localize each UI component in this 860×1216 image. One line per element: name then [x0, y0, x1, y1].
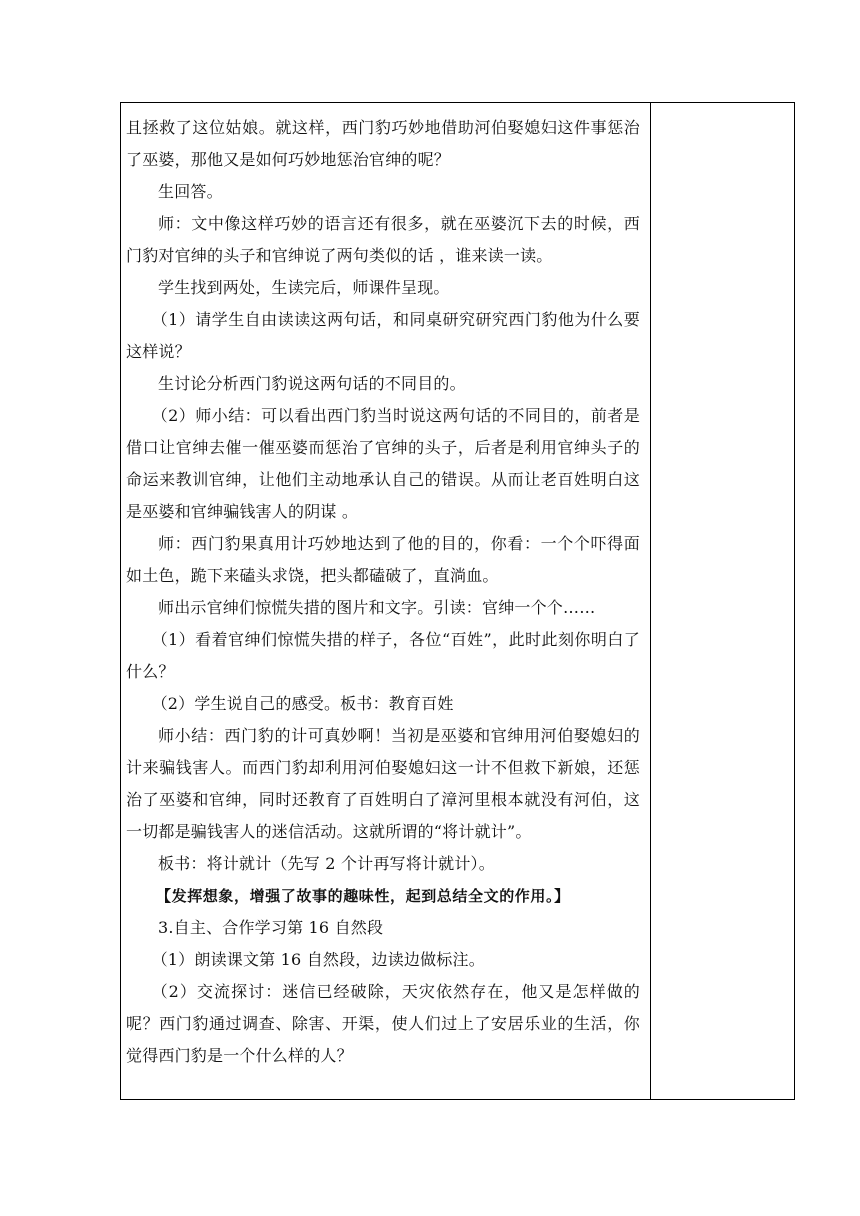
paragraph-intro: 且拯救了这位姑娘。就这样，西门豹巧妙地借助河伯娶媳妇这件事惩治了巫婆，那他又是如何巧妙地惩治官绅的呢？: [126, 118, 640, 169]
paragraph-teacher-summary: 师小结：西门豹的计可真妙啊！当初是巫婆和官绅用河伯娶媳妇的计来骗钱害人。而西门豹却利用河伯娶媳妇这一计不但救下新娘，还惩治了巫婆和官绅，同时还教育了百姓明白了漳河里根本就没有河伯，这一切都是骗钱害人的迷信活动。这就所谓的“将计就计”。: [126, 726, 640, 841]
paragraph-teacher-prompt: 师：文中像这样巧妙的语言还有很多，就在巫婆沉下去的时候，西门豹对官绅的头子和官绅说了两句类似的话 ，谁来读一读。: [126, 214, 640, 265]
paragraph-step-1-observe: （1）看着官绅们惊慌失措的样子，各位“百姓”，此时此刻你明白了什么？: [126, 630, 640, 681]
paragraph-student-answer: 生回答。: [158, 182, 223, 201]
paragraph-teacher-result: 师：西门豹果真用计巧妙地达到了他的目的，你看：一个个吓得面如土色，跪下来磕头求饶，把头都磕破了，直淌血。: [126, 534, 640, 585]
notes-cell: [651, 103, 794, 1099]
lesson-content-cell: [121, 103, 650, 1099]
paragraph-step-1-read: （1）请学生自由读读这两句话，和同桌研究研究西门豹他为什么要这样说？: [126, 310, 640, 361]
paragraph-section-3-heading: 3.自主、合作学习第 16 自然段: [158, 918, 384, 937]
paragraph-show-picture: 师出示官绅们惊慌失措的图片和文字。引读：官绅一个个……: [158, 598, 596, 617]
paragraph-students-find: 学生找到两处，生读完后，师课件呈现。: [158, 278, 450, 297]
paragraph-board-writing: 板书：将计就计（先写 2 个计再写将计就计）。: [158, 854, 495, 873]
paragraph-discussion: 生讨论分析西门豹说这两句话的不同目的。: [158, 374, 466, 393]
paragraph-design-note: 【发挥想象，增强了故事的趣味性，起到总结全文的作用。】: [156, 887, 570, 905]
paragraph-step-1-reading: （1）朗读课文第 16 自然段，边读边做标注。: [151, 950, 485, 969]
paragraph-step-2-feelings: （2）学生说自己的感受。板书：教育百姓: [151, 694, 454, 713]
paragraph-step-2-summary: （2）师小结：可以看出西门豹当时说这两句话的不同目的，前者是借口让官绅去催一催巫婆而惩治了官绅的头子，后者是利用官绅头子的命运来教训官绅，让他们主动地承认自己的错误。从而让老百姓明白这是巫婆和官绅骗钱害人的阴谋 。: [126, 406, 640, 521]
lesson-table: [120, 102, 795, 1100]
paragraph-step-2-discussion: （2）交流探讨：迷信已经破除，天灾依然存在，他又是怎样做的呢？西门豹通过调查、除害、开渠，使人们过上了安居乐业的生活，你觉得西门豹是一个什么样的人？: [126, 982, 640, 1065]
